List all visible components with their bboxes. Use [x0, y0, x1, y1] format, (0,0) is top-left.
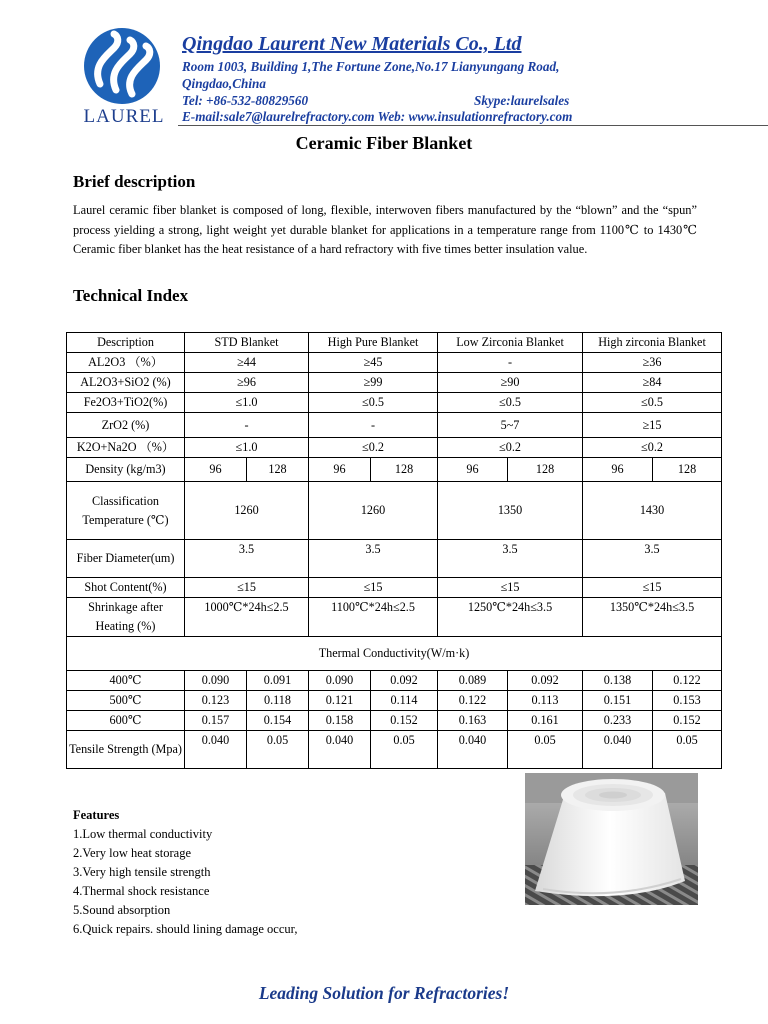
table-cell: 96 — [438, 458, 508, 482]
table-cell: 0.040 — [309, 731, 371, 769]
table-cell: ≤15 — [438, 578, 583, 598]
table-cell: 128 — [653, 458, 722, 482]
row-label: 500℃ — [67, 691, 185, 711]
col-header: STD Blanket — [185, 333, 309, 353]
table-cell: 96 — [309, 458, 371, 482]
table-cell: 1350 — [438, 482, 583, 540]
logo-wordmark: LAUREL — [83, 106, 165, 127]
table-cell: 96 — [185, 458, 247, 482]
table-row — [67, 373, 722, 393]
table-row — [67, 438, 722, 458]
product-photo — [525, 773, 698, 905]
skype-contact: Skype:laurelsales — [474, 93, 570, 108]
technical-index-table — [66, 332, 722, 769]
document-title: Ceramic Fiber Blanket — [295, 133, 473, 153]
table-row — [67, 353, 722, 373]
feature-item: 6.Quick repairs. should lining damage occur, — [73, 922, 298, 936]
table-cell: ≥84 — [583, 373, 722, 393]
table-row-density — [67, 458, 722, 482]
table-header-row — [67, 333, 722, 353]
col-header: High zirconia Blanket — [583, 333, 722, 353]
table-cell: - — [438, 353, 583, 373]
table-cell: 1260 — [309, 482, 438, 540]
table-cell: 0.157 — [185, 711, 247, 731]
table-cell: - — [309, 413, 438, 438]
table-cell: 0.091 — [247, 671, 309, 691]
table-cell: 0.118 — [247, 691, 309, 711]
table-cell: 3.5 — [583, 540, 722, 578]
table-row — [67, 413, 722, 438]
logo-emblem-icon — [76, 26, 168, 106]
table-cell: 128 — [247, 458, 309, 482]
row-label: Shot Content(%) — [67, 578, 185, 598]
blanket-roll-image — [525, 773, 698, 905]
table-cell: 0.114 — [371, 691, 438, 711]
table-cell: 0.152 — [653, 711, 722, 731]
table-cell: ≤15 — [185, 578, 309, 598]
table-cell: 3.5 — [185, 540, 309, 578]
table-row — [67, 393, 722, 413]
table-cell: 0.113 — [508, 691, 583, 711]
feature-item: 4.Thermal shock resistance — [73, 884, 210, 898]
table-cell: ≥44 — [185, 353, 309, 373]
table-cell: 0.090 — [309, 671, 371, 691]
table-cell: 0.05 — [247, 731, 309, 769]
table-cell: ≤0.2 — [438, 438, 583, 458]
feature-item: 5.Sound absorption — [73, 903, 171, 917]
table-cell: 0.040 — [438, 731, 508, 769]
row-label: Classification Temperature (℃) — [67, 482, 185, 540]
footer-slogan: Leading Solution for Refractories! — [258, 983, 510, 1003]
table-cell: ≤15 — [309, 578, 438, 598]
row-label: Fe2O3+TiO2(%) — [67, 393, 185, 413]
table-cell: ≤0.5 — [438, 393, 583, 413]
table-cell: 1260 — [185, 482, 309, 540]
feature-item: 1.Low thermal conductivity — [73, 827, 213, 841]
table-cell: 0.090 — [185, 671, 247, 691]
technical-index-heading: Technical Index — [73, 286, 189, 305]
thermal-conductivity-heading: Thermal Conductivity(W/m·k) — [67, 637, 722, 671]
table-cell: ≤0.2 — [309, 438, 438, 458]
row-label: 400℃ — [67, 671, 185, 691]
feature-item: 2.Very low heat storage — [73, 846, 192, 860]
table-cell: 0.092 — [508, 671, 583, 691]
table-cell: ≥15 — [583, 413, 722, 438]
table-row-fiber — [67, 540, 722, 578]
row-label: Shrinkage after Heating (%) — [67, 598, 185, 637]
table-cell: 5~7 — [438, 413, 583, 438]
table-cell: 0.040 — [185, 731, 247, 769]
table-cell: 96 — [583, 458, 653, 482]
table-row-tensile — [67, 731, 722, 769]
table-cell: ≥45 — [309, 353, 438, 373]
company-logo — [66, 26, 172, 126]
address-line-2: Qingdao,China — [182, 76, 266, 91]
brief-description-text: Laurel ceramic fiber blanket is composed of long, flexible, interwoven fibers manufactured by the “blown” and the “spun” process yielding a strong, light weight yet durable blanket for applications in a temperature range from 1100℃ to 1430℃ Ceramic fiber blanket has the heat resistance of a hard refractory with five times better insulation value. — [73, 203, 697, 256]
address-line-1: Room 1003, Building 1,The Fortune Zone,No.17 Lianyungang Road, — [182, 59, 560, 74]
table-cell: 0.05 — [508, 731, 583, 769]
row-label: K2O+Na2O （%） — [67, 438, 185, 458]
table-cell: 1250℃*24h≤3.5 — [438, 598, 583, 637]
table-cell: 0.123 — [185, 691, 247, 711]
table-cell: 3.5 — [438, 540, 583, 578]
table-row-classification — [67, 482, 722, 540]
table-cell: 0.152 — [371, 711, 438, 731]
row-label: Tensile Strength (Mpa) — [67, 731, 185, 769]
table-cell: 0.122 — [438, 691, 508, 711]
table-cell: 0.154 — [247, 711, 309, 731]
row-label: AL2O3+SiO2 (%) — [67, 373, 185, 393]
brief-description-heading: Brief description — [73, 172, 196, 191]
table-row-thermal — [67, 711, 722, 731]
table-cell: 128 — [508, 458, 583, 482]
email-web: E-mail:sale7@laurelrefractory.com Web: www.insulationrefractory.com — [182, 109, 573, 124]
table-cell: 3.5 — [309, 540, 438, 578]
table-cell: 0.161 — [508, 711, 583, 731]
table-cell: 1350℃*24h≤3.5 — [583, 598, 722, 637]
table-cell: ≤0.5 — [583, 393, 722, 413]
table-row-thermal-heading — [67, 637, 722, 671]
table-cell: 0.122 — [653, 671, 722, 691]
table-cell: 0.138 — [583, 671, 653, 691]
table-row-thermal — [67, 671, 722, 691]
table-cell: 0.153 — [653, 691, 722, 711]
table-cell: 0.121 — [309, 691, 371, 711]
table-row-shot — [67, 578, 722, 598]
features-heading: Features — [73, 808, 120, 822]
table-cell: 0.05 — [653, 731, 722, 769]
table-cell: 0.233 — [583, 711, 653, 731]
table-cell: ≥90 — [438, 373, 583, 393]
table-cell: ≤15 — [583, 578, 722, 598]
row-label: Density (kg/m3) — [67, 458, 185, 482]
header-divider — [178, 125, 768, 126]
table-cell: 0.040 — [583, 731, 653, 769]
feature-item: 3.Very high tensile strength — [73, 865, 211, 879]
table-cell: ≤0.5 — [309, 393, 438, 413]
row-label: AL2O3 （%） — [67, 353, 185, 373]
table-row-thermal — [67, 691, 722, 711]
table-cell: 128 — [371, 458, 438, 482]
table-cell: - — [185, 413, 309, 438]
table-cell: ≥96 — [185, 373, 309, 393]
table-cell: 1100℃*24h≤2.5 — [309, 598, 438, 637]
table-cell: 0.151 — [583, 691, 653, 711]
table-cell: ≤1.0 — [185, 438, 309, 458]
company-name: Qingdao Laurent New Materials Co., Ltd — [182, 33, 522, 55]
table-cell: ≥36 — [583, 353, 722, 373]
table-cell: 0.089 — [438, 671, 508, 691]
row-label: ZrO2 (%) — [67, 413, 185, 438]
table-cell: 0.163 — [438, 711, 508, 731]
table-cell: ≤1.0 — [185, 393, 309, 413]
table-cell: 0.158 — [309, 711, 371, 731]
table-cell: ≤0.2 — [583, 438, 722, 458]
row-label: 600℃ — [67, 711, 185, 731]
table-cell: ≥99 — [309, 373, 438, 393]
col-header: Description — [67, 333, 185, 353]
table-cell: 0.092 — [371, 671, 438, 691]
table-cell: 0.05 — [371, 731, 438, 769]
table-cell: 1430 — [583, 482, 722, 540]
table-cell: 1000℃*24h≤2.5 — [185, 598, 309, 637]
col-header: High Pure Blanket — [309, 333, 438, 353]
telephone: Tel: +86-532-80829560 — [182, 93, 309, 108]
row-label: Fiber Diameter(um) — [67, 540, 185, 578]
table-row-shrinkage — [67, 598, 722, 637]
col-header: Low Zirconia Blanket — [438, 333, 583, 353]
